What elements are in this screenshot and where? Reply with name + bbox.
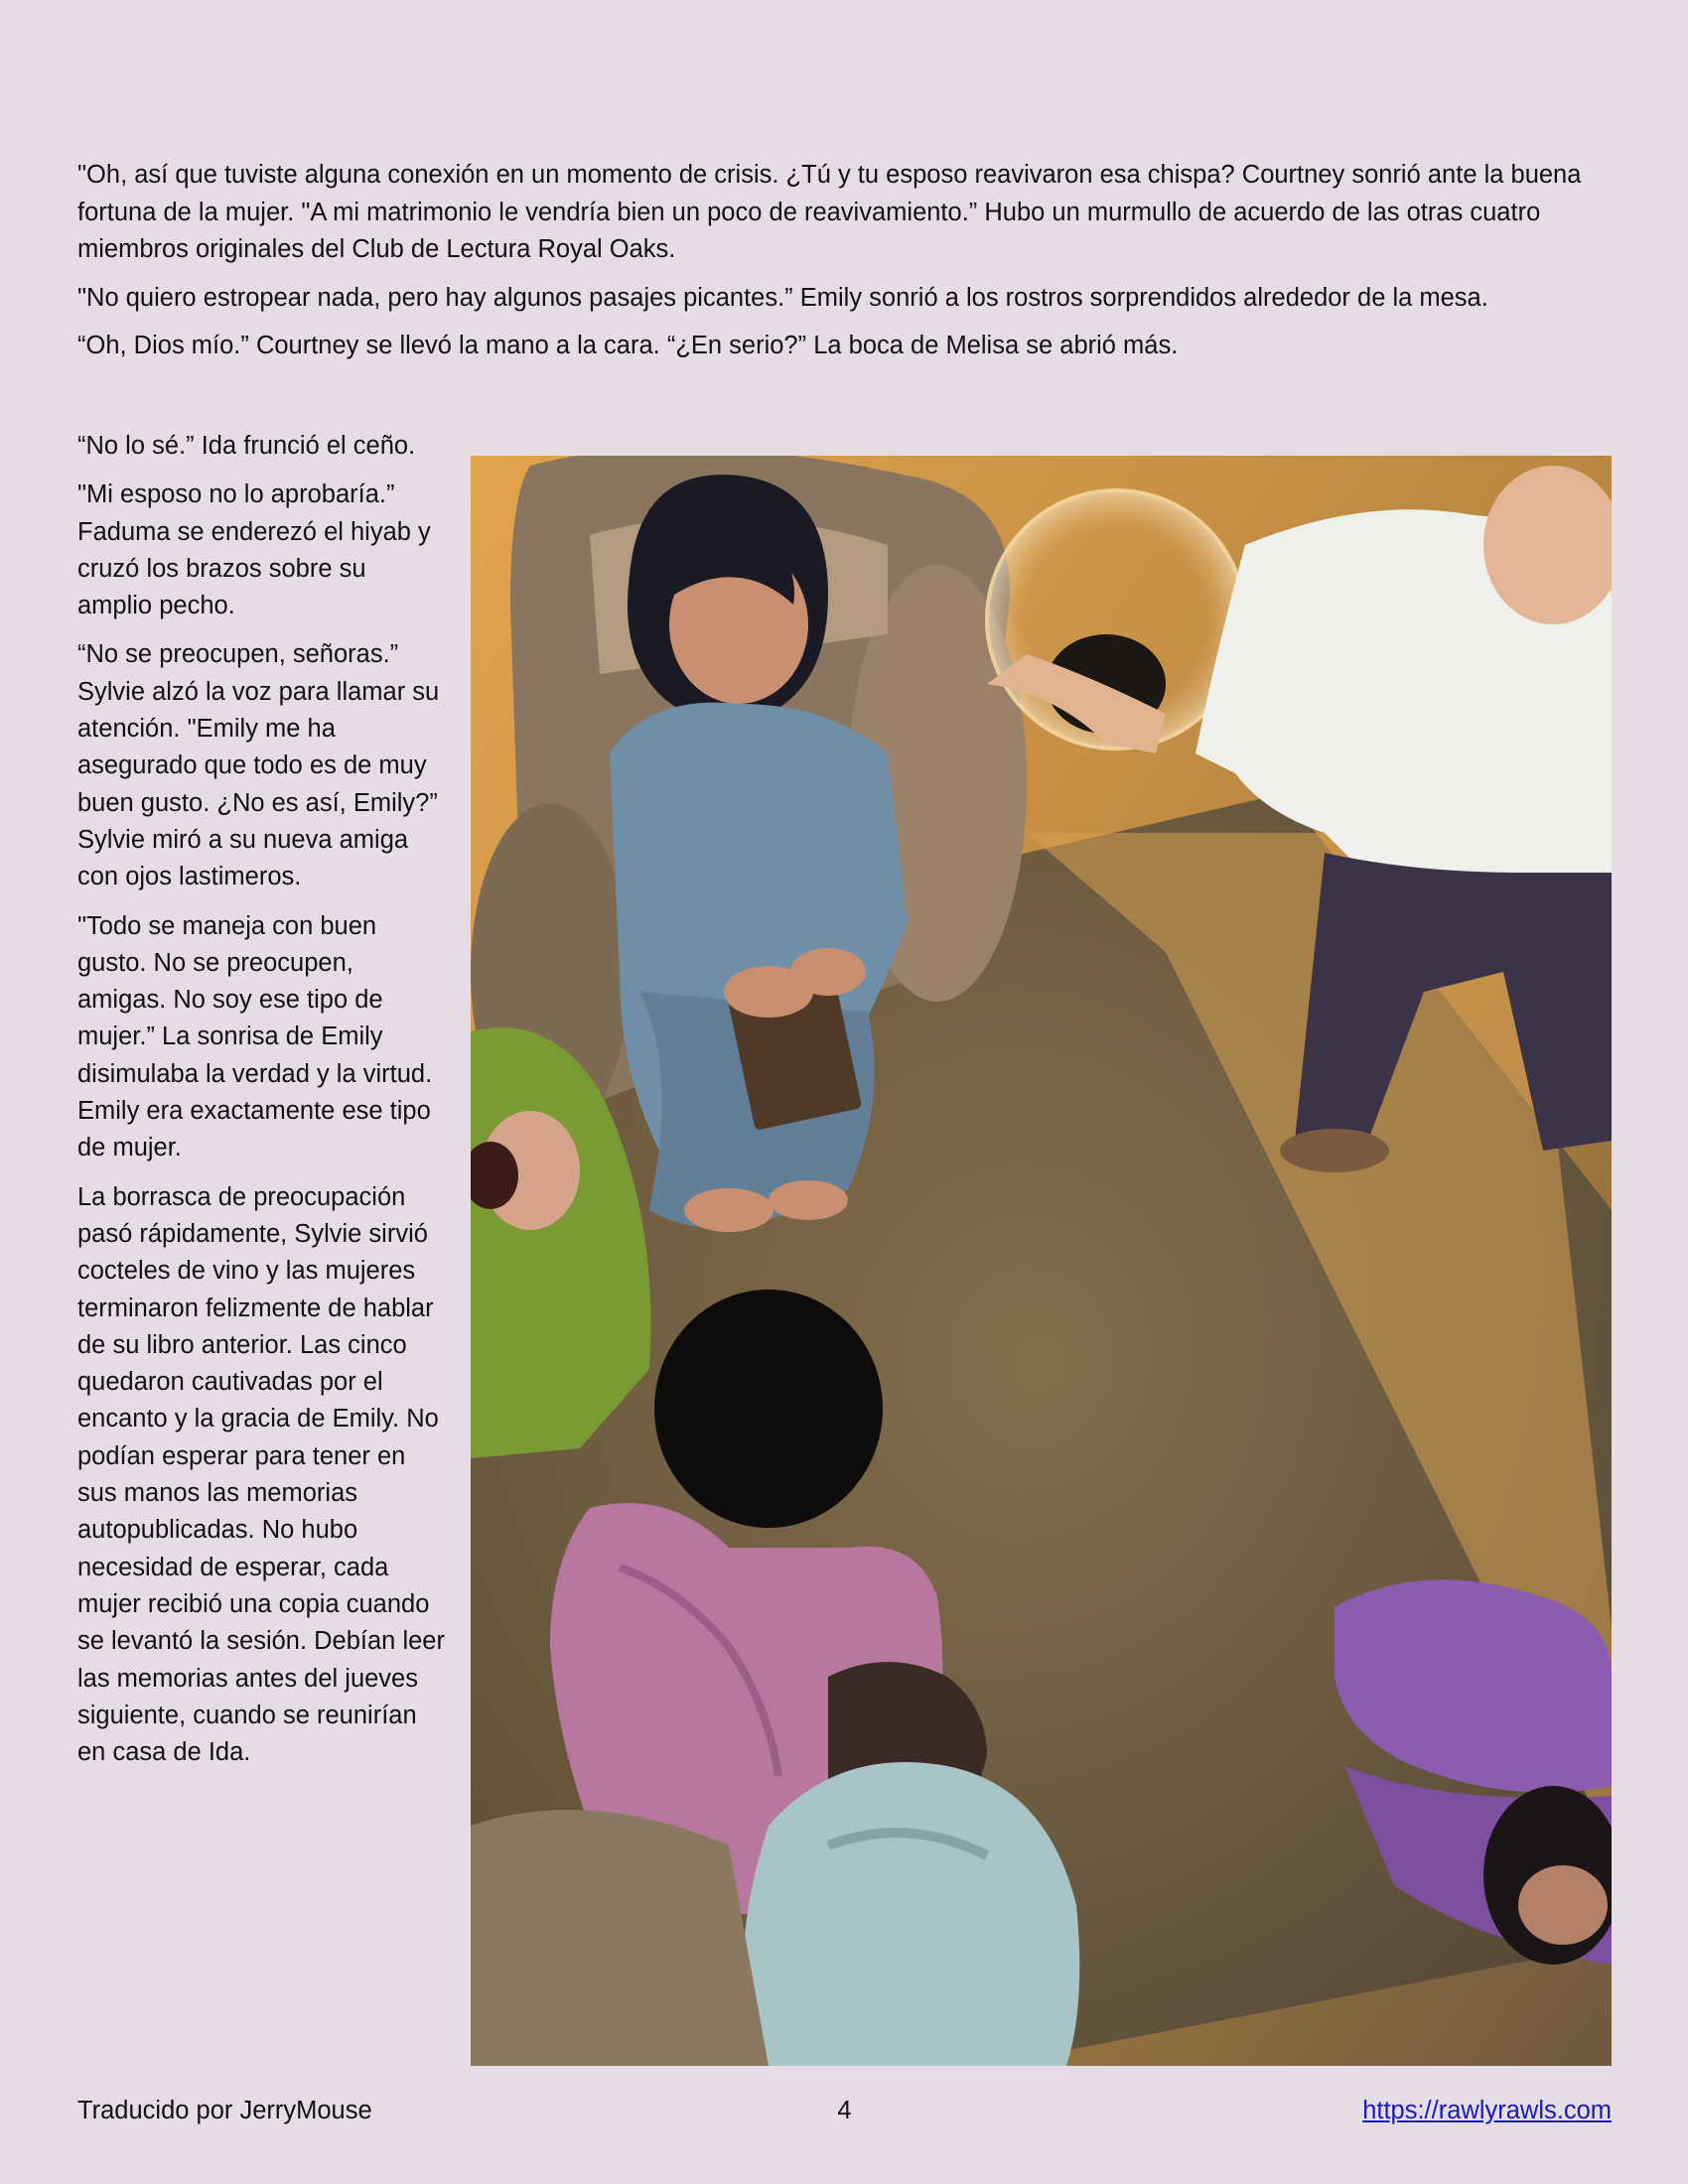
page-number: 4 bbox=[837, 2097, 852, 2124]
translator-credit: Traducido por JerryMouse bbox=[77, 2097, 372, 2124]
footer bbox=[77, 2093, 1612, 2128]
illustration bbox=[471, 456, 1612, 2066]
paragraph: "Todo se maneja con buen gusto. No se preocupen, amigas. No soy ese tipo de mujer.” La sonrisa de Emily disimulaba la verdad y la virtud. Emily era exactamente ese tipo de mujer. bbox=[77, 911, 433, 1162]
paragraph: La borrasca de preocupación pasó rápidamente, Sylvie sirvió cocteles de vino y las mujeres terminaron felizmente de hablar de su libro anterior. Las cinco quedaron cautivadas por el encanto y la gracia de Emily. No podían esperar para tener en sus manos las memorias autopublicadas. No hubo necesidad de esperar, cada mujer recibió una copia cuando se levantó la sesión. Debían leer las memorias antes del jueves siguiente, cuando se reunirían en casa de Ida. bbox=[77, 1182, 445, 1767]
top-paragraphs bbox=[77, 157, 1613, 376]
side-column bbox=[77, 428, 447, 1783]
paragraph: "Mi esposo no lo aprobaría.” Faduma se enderezó el hiyab y cruzó los brazos sobre su amplio pecho. bbox=[77, 480, 431, 620]
paragraph: "No quiero estropear nada, pero hay algunos pasajes picantes.” Emily sonrió a los rostros sorprendidos alrededor de la mesa. bbox=[77, 283, 1488, 312]
website-link[interactable]: https://rawlyrawls.com bbox=[1362, 2097, 1612, 2124]
paragraph: “No se preocupen, señoras.” Sylvie alzó la voz para llamar su atención. "Emily me ha asegurado que todo es de muy buen gusto. ¿No es así, Emily?” Sylvie miró a su nueva amiga con ojos lastimeros. bbox=[77, 640, 440, 891]
paragraph: "Oh, así que tuviste alguna conexión en un momento de crisis. ¿Tú y tu esposo reavivaron esa chispa? Courtney sonrió ante la buena fortuna de la mujer. "A mi matrimonio le vendría bien un poco de reavivamiento.” Hubo un murmullo de acuerdo de las otras cuatro miembros originales del Club de Lectura Royal Oaks. bbox=[77, 161, 1582, 263]
bottom-sofa bbox=[471, 1810, 769, 2066]
paragraph: “Oh, Dios mío.” Courtney se llevó la mano a la cara. “¿En serio?” La boca de Melisa se abrió más. bbox=[77, 332, 1179, 359]
paragraph: “No lo sé.” Ida frunció el ceño. bbox=[77, 432, 416, 460]
